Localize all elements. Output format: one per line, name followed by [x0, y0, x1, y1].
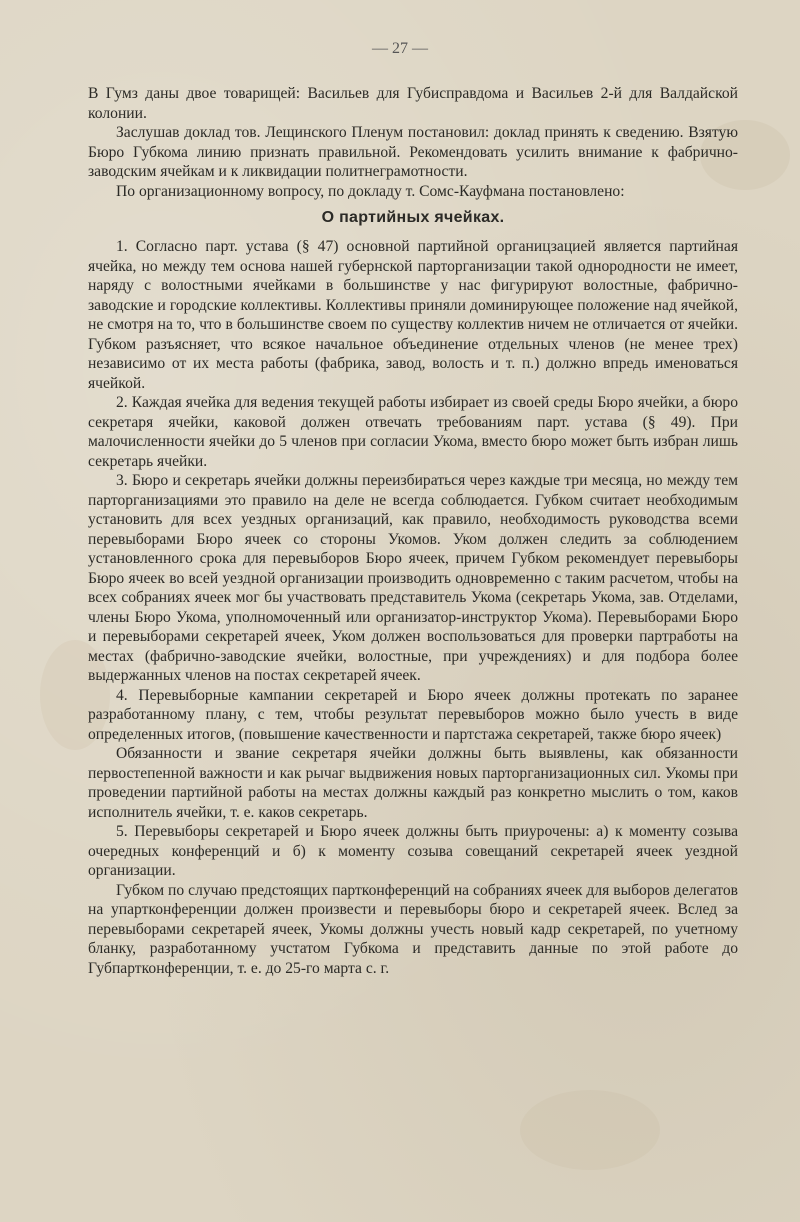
section-paragraph: Губком по случаю предстоящих партконференций на собраниях ячеек для выборов делегатов на упартконференции должен произвести и перевыборы бюро и секретарей ячеек. Вслед за перевыборами секретарей ячеек, Укомы должны учесть новый кадр секретарей, по учетному бланку, разработанному учстатом Губкома и представить данные по этой работе до Губпартконференции, т. е. до 25-го марта с. г. — [88, 881, 738, 977]
section-paragraph: 2. Каждая ячейка для ведения текущей работы избирает из своей среды Бюро ячейки, а бюро секретаря ячейки, каковой должен отвечать требованиям парт. устава (§ 49). При малочисленности ячейки до 5 членов при согласии Укома, вместо бюро может быть избран лишь секретарь ячейки. — [88, 394, 738, 470]
intro-paragraph: В Гумз даны двое товарищей: Васильев для Губисправдома и Васильев 2-й для Валдайской колонии. — [88, 85, 738, 122]
section-paragraph: Обязанности и звание секретаря ячейки должны быть выявлены, как обязанности первостепенной важности и как рычаг выдвижения новых парторганизационных сил. Укомы при проведении партийной работы на местах должны каждый раз конкретно мыслить о том, каков исполнитель ячейки, т. е. каков секретарь. — [88, 745, 738, 821]
page-number: — 27 — — [372, 40, 428, 57]
document-body — [88, 84, 738, 978]
section-paragraph: 3. Бюро и секретарь ячейки должны переизбираться через каждые три месяца, но между тем парторганизациями это правило на деле не всегда соблюдается. Губком считает необходимым установить для всех уездных организаций, как правило, необходимость руководства всеми перевыборами Бюро ячеек со стороны Укомов. Уком должен следить за соблюдением установленного срока для перевыборов Бюро ячеек, причем Губком рекомендует перевыборы Бюро ячеек во всей уездной организации производить одновременно с таким расчетом, чтобы на всех собраниях ячеек мог бы участвовать представитель Укома (секретарь Укома, зав. Отделами, члены Бюро Укома, уполномоченный или организатор-инструктор Укома). Перевыборами Бюро и перевыборами секретарей ячеек, Уком должен воспользоваться для проверки партработы на местах (фабрично-заводские ячейки, волостные, при учреждениях) и для подбора более выдержанных членов на постах секретарей ячеек. — [88, 472, 738, 684]
section-paragraph: 5. Перевыборы секретарей и Бюро ячеек должны быть приурочены: а) к моменту созыва очередных конференций и б) к моменту созыва совещаний секретарей ячеек уездной организации. — [88, 823, 738, 879]
paper-stain — [520, 1090, 660, 1170]
section-heading: О партийных ячейках. — [321, 209, 505, 226]
intro-paragraph: По организационному вопросу, по докладу т. Сомс-Кауфмана постановлено: — [116, 182, 625, 200]
section-paragraph: 1. Согласно парт. устава (§ 47) основной партийной органицзацией является партийная ячейка, но между тем основа нашей губернской парторганизации такой однородности не имеет, наряду с волостными ячейками в большинстве у нас фигурируют волостные, фабрично-заводские и городские коллективы. Коллективы приняли доминирующее положение над ячейкой, не смотря на то, что в большинстве своем по существу коллектив ничем не отличается от ячейки. Губком разъясняет, что всякое начальное объединение отдельных членов (не менее трех) независимо от их места работы (фабрика, завод, волость и т. п.) должно впредь именоваться ячейкой. — [88, 238, 738, 392]
section-paragraph: 4. Перевыборные кампании секретарей и Бюро ячеек должны протекать по заранее разработанному плану, с тем, чтобы результат перевыборов можно было учесть в виде определенных итогов, (повышение качественности и партстажа секретарей, также бюро ячеек) — [88, 686, 738, 743]
intro-paragraph: Заслушав доклад тов. Лещинского Пленум постановил: доклад принять к сведению. Взятую Бюро Губкома линию признать правильной. Рекомендовать усилить внимание к фабрично-заводским ячейкам и к ликвидации политнеграмотности. — [88, 124, 738, 180]
